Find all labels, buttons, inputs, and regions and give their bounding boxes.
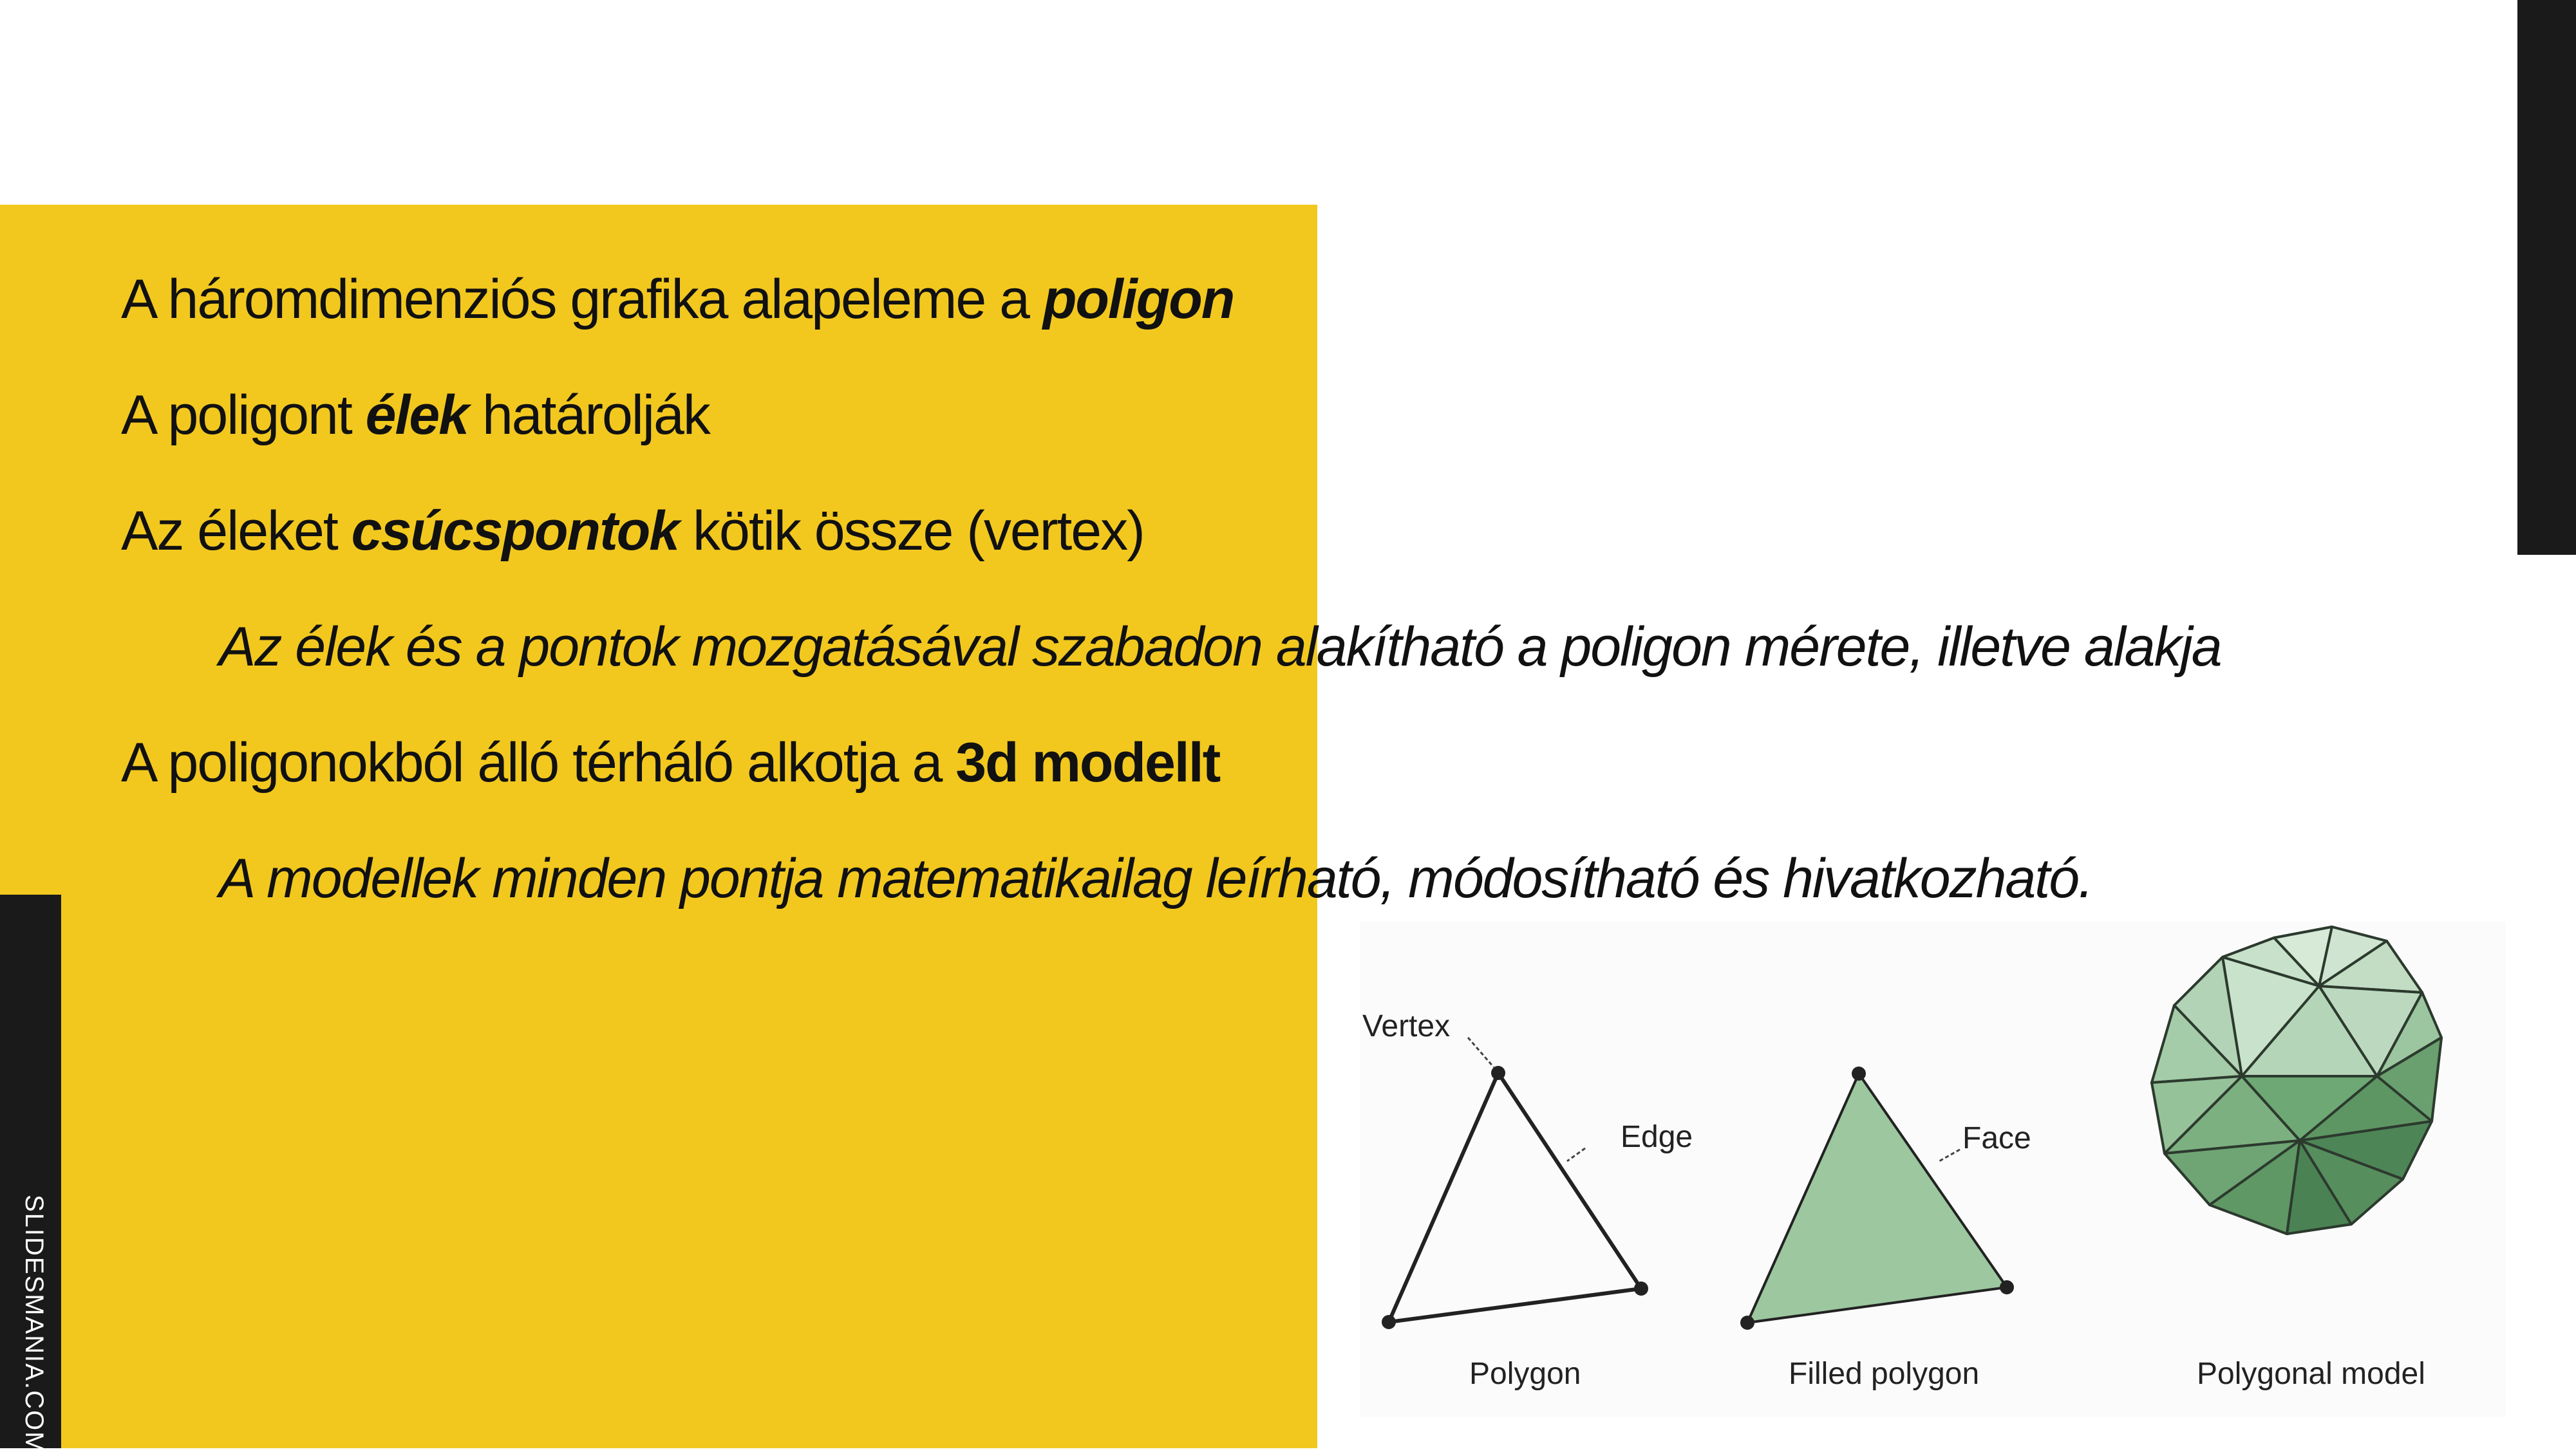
bullet-4-text: Az élek és a pontok mozgatásával szabadon alakítható a poligon mérete, illetve alakja [219,616,2221,678]
vertex-point-top [1491,1066,1505,1080]
slidesmania-watermark: SLIDESMANIA.COM [20,1195,48,1454]
right-accent-bar [2517,0,2576,555]
filled-vertex-top [1852,1067,1866,1081]
filled-vertex-right [2000,1280,2014,1294]
bullet-line-4-sub [121,608,2374,724]
vertex-label: Vertex [1362,1009,1451,1043]
bullet-3-emphasis: csúcspontok [351,500,679,562]
bullet-5-emphasis: 3d modellt [955,732,1220,794]
bullet-line-2 [121,377,2374,492]
bullet-list [121,261,2374,956]
polygon-figure [1360,922,2506,1417]
bullet-1-emphasis: poligon [1042,268,1234,330]
bullet-line-5 [121,724,2374,840]
bullet-3-before: Az éleket [121,500,352,562]
polygon-caption: Polygon [1469,1357,1581,1391]
bullet-2-after: határolják [468,384,710,446]
filled-polygon-caption: Filled polygon [1789,1357,1980,1391]
filled-vertex-left [1740,1316,1754,1330]
vertex-point-right [1634,1282,1648,1296]
bullet-line-3 [121,492,2374,608]
bullet-1-text: A háromdimenziós grafika alapeleme a [121,268,1043,330]
bullet-2-before: A poligont [121,384,366,446]
bullet-2-emphasis: élek [365,384,469,446]
edge-label: Edge [1621,1120,1693,1154]
polygon-figure-svg [1360,922,2506,1417]
bullet-3-after: kötik össze (vertex) [679,500,1144,562]
vertex-point-left [1382,1315,1396,1329]
bullet-6-text: A modellek minden pontja matematikailag leírható, módosítható és hivatkozható. [219,848,2092,909]
polygonal-model-caption: Polygonal model [2197,1357,2425,1391]
bullet-line-1 [121,261,2374,377]
bullet-5-before: A poligonokból álló térháló alkotja a [121,732,956,794]
face-label: Face [1962,1121,2031,1155]
